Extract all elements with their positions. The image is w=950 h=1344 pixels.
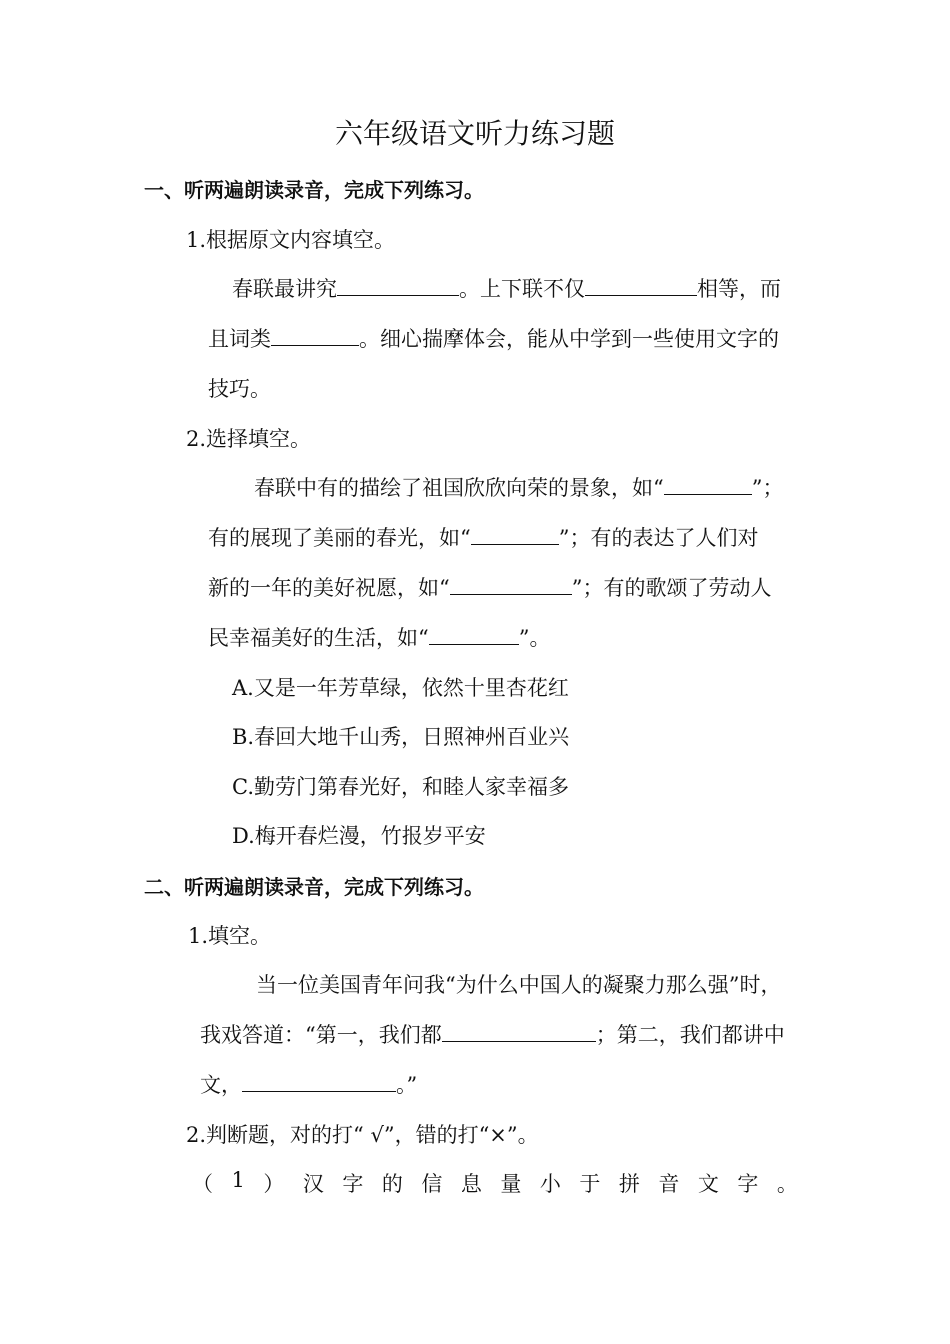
s1-q2-line1 bbox=[254, 472, 783, 502]
s1-q1-label: 1.根据原文内容填空。 bbox=[186, 228, 396, 252]
answer-blank[interactable] bbox=[271, 327, 359, 346]
answer-blank[interactable] bbox=[429, 626, 519, 645]
s2-q1-line3 bbox=[200, 1069, 417, 1099]
s1-q1-line3: 技巧。 bbox=[208, 377, 271, 401]
judgement-char: 文 bbox=[697, 1172, 719, 1196]
judgement-char: 息 bbox=[460, 1172, 482, 1196]
s1-q1-line1-text-c: 相等，而 bbox=[697, 277, 781, 301]
s2-q1-line2-text-b: ；第二，我们都讲中 bbox=[595, 1023, 785, 1047]
judgement-char: 1 bbox=[231, 1168, 245, 1192]
judgement-char: 字 bbox=[737, 1172, 759, 1196]
judgement-char: 于 bbox=[579, 1172, 601, 1196]
judgement-char: 信 bbox=[421, 1172, 443, 1196]
judgement-char: 汉 bbox=[302, 1172, 324, 1196]
s1-q2-line2 bbox=[208, 522, 759, 552]
option-d: D.梅开春烂漫，竹报岁平安 bbox=[232, 824, 486, 848]
judgement-char: ） bbox=[263, 1172, 285, 1196]
s1-q2-line4-text-b: ”。 bbox=[518, 626, 551, 650]
page-title: 六年级语文听力练习题 bbox=[334, 117, 615, 150]
s1-q2-line1-text-a: 春联中有的描绘了祖国欣欣向荣的景象，如“ bbox=[254, 476, 664, 500]
judgement-char: 。 bbox=[776, 1172, 798, 1196]
answer-blank[interactable] bbox=[471, 526, 559, 545]
judgement-char: 拼 bbox=[618, 1172, 640, 1196]
s1-q1-line1-text-b: 。上下联不仅 bbox=[459, 277, 585, 301]
option-b: B.春回大地千山秀，日照神州百业兴 bbox=[232, 725, 570, 749]
judgement-char: 量 bbox=[500, 1172, 522, 1196]
s1-q2-line2-text-a: 有的展现了美丽的春光，如“ bbox=[208, 526, 471, 550]
s1-q1-line2-text-a: 且词类 bbox=[208, 327, 271, 351]
s1-q2-line3 bbox=[208, 572, 772, 602]
judgement-char: 小 bbox=[539, 1172, 561, 1196]
s1-q1-line2 bbox=[208, 323, 779, 353]
answer-blank[interactable] bbox=[442, 1023, 596, 1042]
s1-q1-line1 bbox=[232, 273, 781, 303]
judgement-char: 的 bbox=[381, 1172, 403, 1196]
section-1-heading: 一、听两遍朗读录音，完成下列练习。 bbox=[144, 178, 484, 202]
judgement-char: 字 bbox=[342, 1172, 364, 1196]
s1-q1-line1-text-a: 春联最讲究 bbox=[232, 277, 337, 301]
s2-q1-line2 bbox=[200, 1019, 785, 1049]
s1-q2-label: 2.选择填空。 bbox=[186, 427, 312, 451]
answer-blank[interactable] bbox=[664, 476, 752, 495]
judgement-item-1 bbox=[192, 1168, 798, 1198]
answer-blank[interactable] bbox=[337, 277, 459, 296]
s1-q2-line4 bbox=[208, 622, 551, 652]
s1-q1-line2-text-b: 。细心揣摩体会，能从中学到一些使用文字的 bbox=[359, 327, 779, 351]
answer-blank[interactable] bbox=[450, 576, 572, 595]
s2-q2-label: 2.判断题，对的打“ √”，错的打“×”。 bbox=[186, 1123, 539, 1147]
s2-q1-line1: 当一位美国青年问我“为什么中国人的凝聚力那么强”时， bbox=[256, 973, 782, 997]
option-a: A.又是一年芳草绿，依然十里杏花红 bbox=[232, 676, 569, 700]
judgement-char: （ bbox=[192, 1172, 213, 1196]
s1-q2-line3-text-a: 新的一年的美好祝愿，如“ bbox=[208, 576, 450, 600]
s1-q2-line1-text-b: ”； bbox=[751, 476, 784, 500]
option-c: C.勤劳门第春光好，和睦人家幸福多 bbox=[232, 775, 569, 799]
s1-q2-line2-text-b: ”；有的表达了人们对 bbox=[558, 526, 759, 550]
s2-q1-line2-text-a: 我戏答道：“第一，我们都 bbox=[200, 1023, 442, 1047]
answer-blank[interactable] bbox=[242, 1073, 396, 1092]
s2-q1-line3-text-b: 。” bbox=[396, 1073, 418, 1097]
judgement-char: 音 bbox=[658, 1172, 680, 1196]
s2-q1-line3-text-a: 文， bbox=[200, 1073, 242, 1097]
answer-blank[interactable] bbox=[585, 277, 697, 296]
s2-q1-label: 1.填空。 bbox=[188, 924, 272, 948]
s1-q2-line3-text-b: ”；有的歌颂了劳动人 bbox=[571, 576, 772, 600]
s1-q2-line4-text-a: 民幸福美好的生活，如“ bbox=[208, 626, 429, 650]
section-2-heading: 二、听两遍朗读录音，完成下列练习。 bbox=[144, 875, 484, 899]
